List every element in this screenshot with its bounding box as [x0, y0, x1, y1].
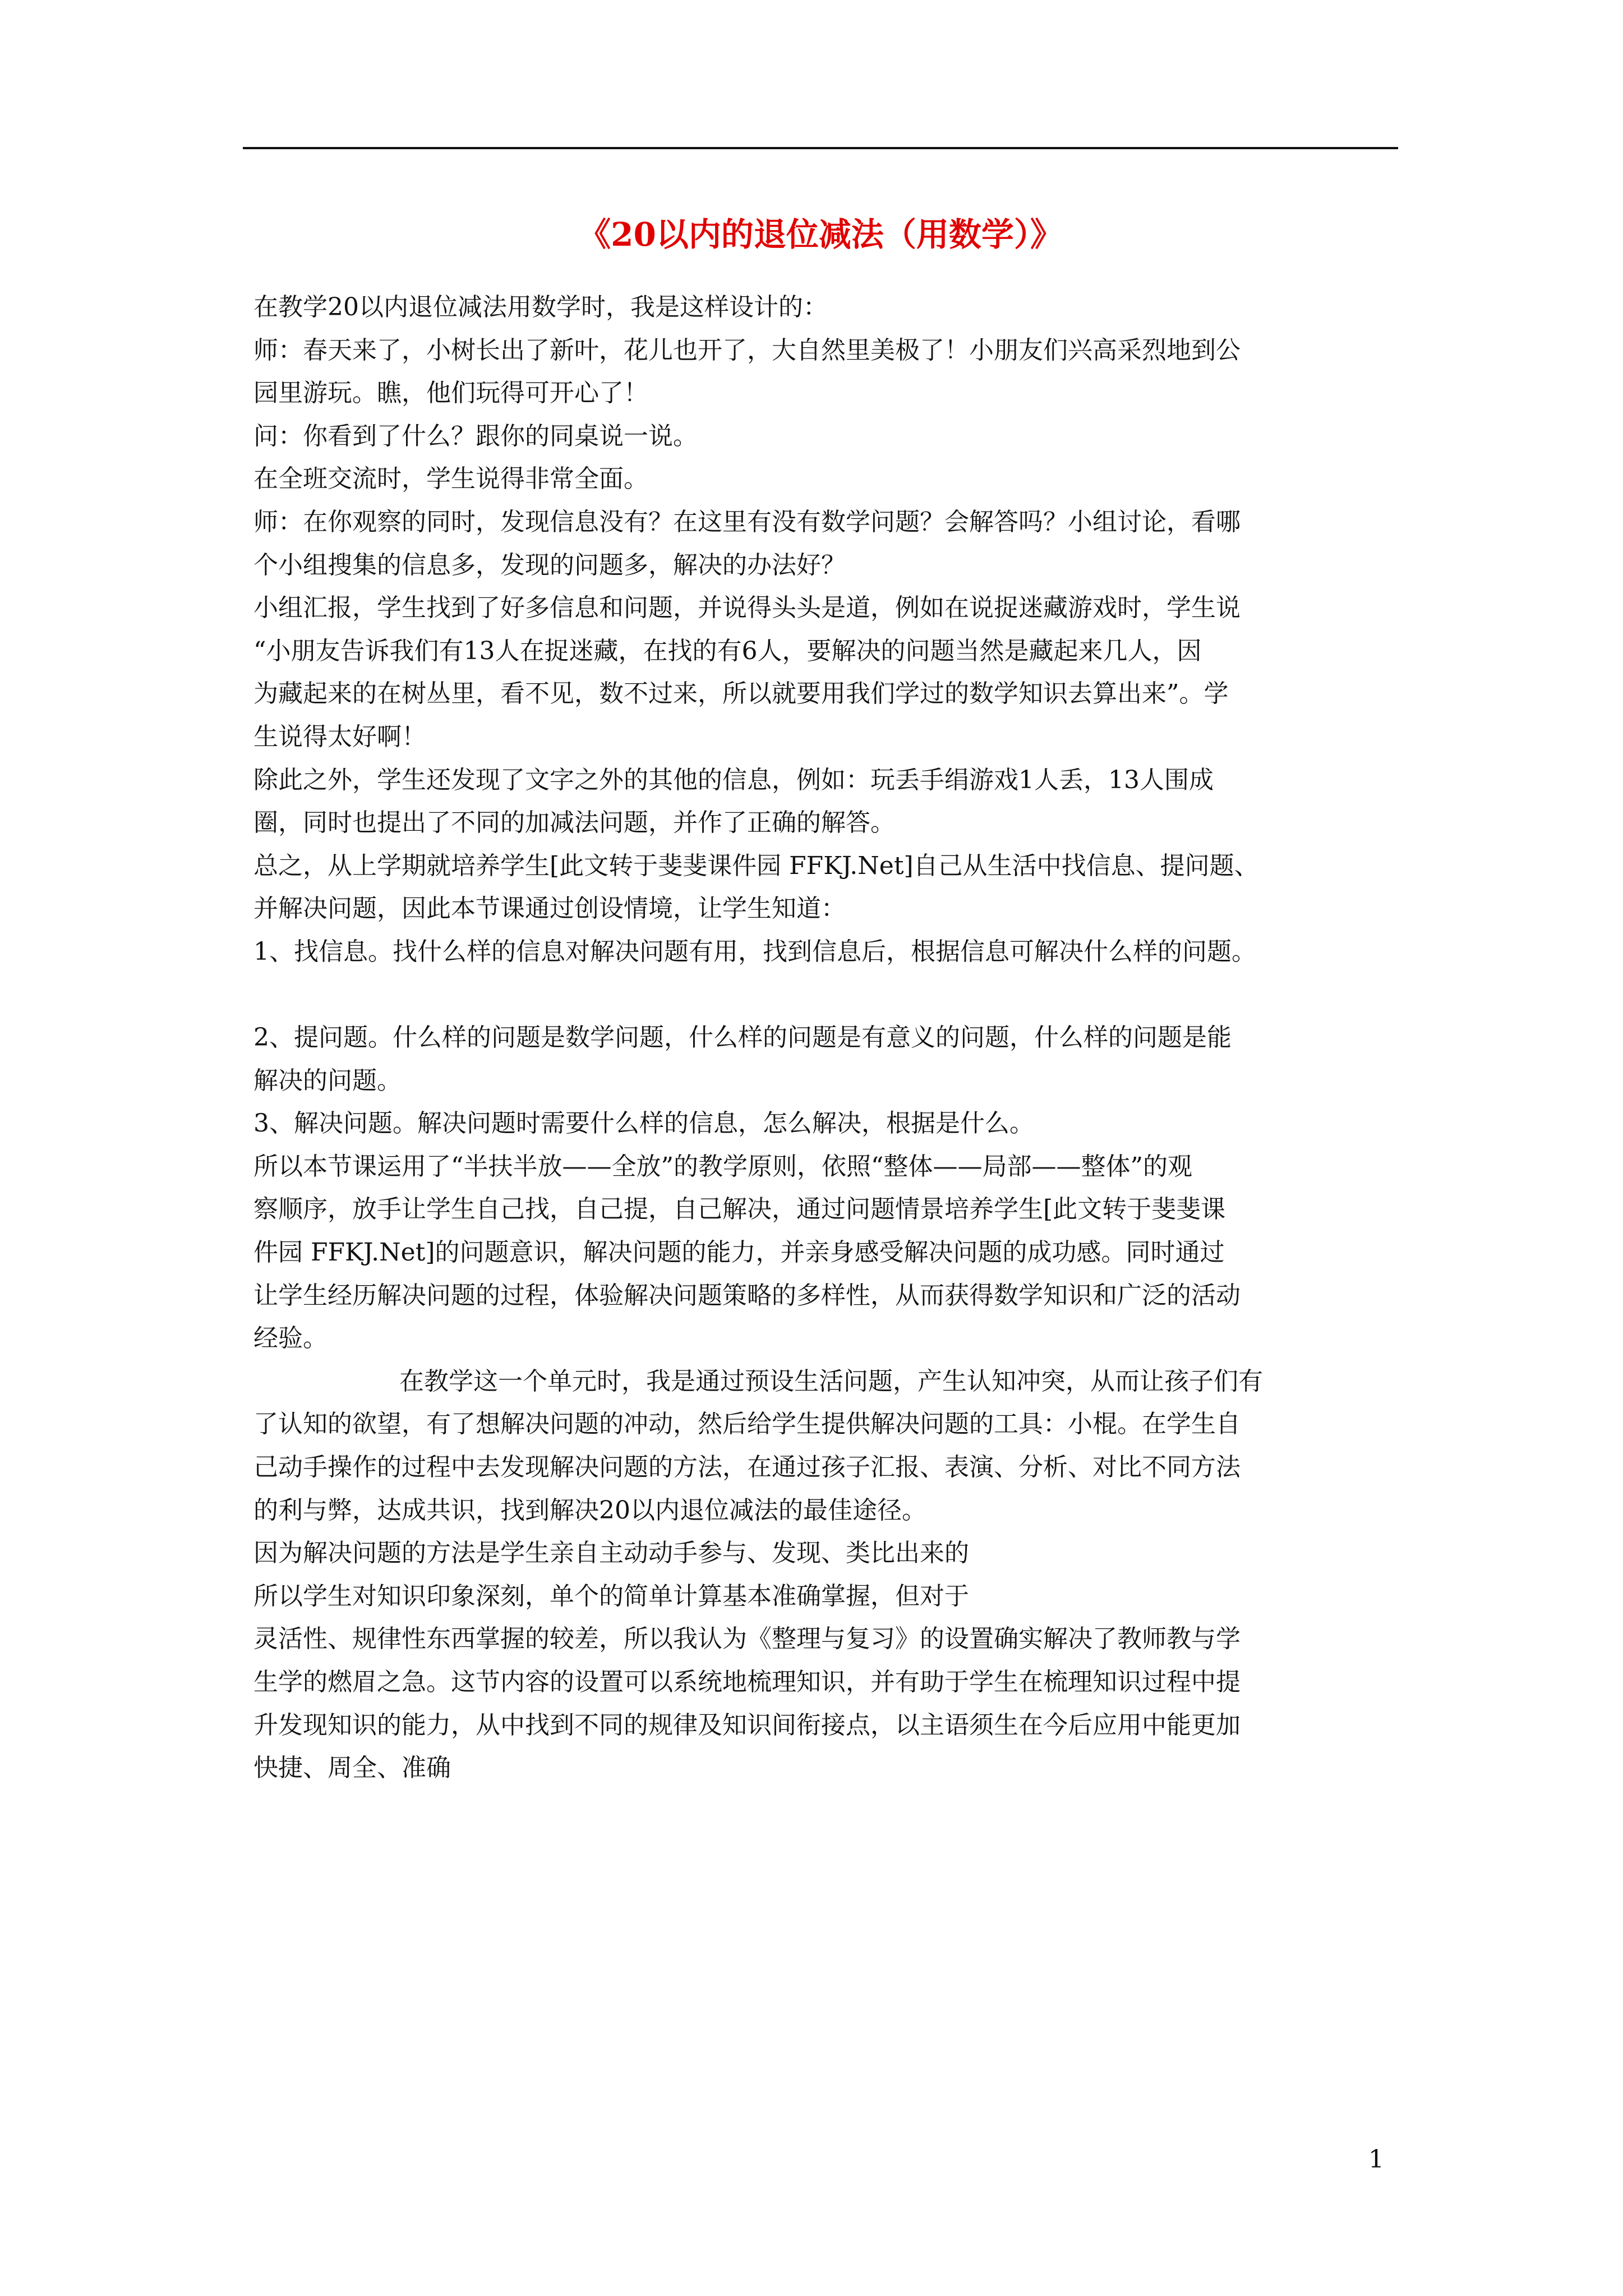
body-line: 所以学生对知识印象深刻，单个的简单计算基本准确掌握，但对于	[253, 1581, 969, 1611]
header-rule	[243, 147, 1398, 149]
body-line: 个小组搜集的信息多，发现的问题多，解决的办法好？	[253, 550, 846, 579]
body-line: 师：春天来了，小树长出了新叶，花儿也开了，大自然里美极了！小朋友们兴高采烈地到公	[253, 335, 1241, 365]
body-line: 生说得太好啊！	[253, 722, 426, 751]
body-line: 师：在你观察的同时，发现信息没有？在这里有没有数学问题？会解答吗？小组讨论，看哪	[253, 507, 1241, 536]
body-line: 察顺序，放手让学生自己找，自己提，自己解决，通过问题情景培养学生[此文转于斐斐课	[253, 1195, 1226, 1224]
body-line: 经验。	[253, 1324, 328, 1353]
body-line: 解决的问题。	[253, 1066, 402, 1095]
body-line: 3、解决问题。解决问题时需要什么样的信息，怎么解决，根据是什么。	[253, 1109, 1034, 1138]
body-line: 在教学20以内退位减法用数学时，我是这样设计的：	[253, 293, 828, 321]
body-line: 灵活性、规律性东西掌握的较差，所以我认为《整理与复习》的设置确实解决了教师教与学	[253, 1625, 1241, 1654]
body-line: 为藏起来的在树丛里，看不见，数不过来，所以就要用我们学过的数学知识去算出来”。学	[253, 679, 1229, 708]
body-line: 小组汇报，学生找到了好多信息和问题，并说得头头是道，例如在说捉迷藏游戏时，学生说	[253, 593, 1241, 623]
body-line: “小朋友告诉我们有13人在捉迷藏，在找的有6人，要解决的问题当然是藏起来几人，因	[253, 636, 1202, 665]
body-line: 圈，同时也提出了不同的加减法问题，并作了正确的解答。	[253, 808, 895, 838]
document-body	[253, 286, 1398, 1790]
body-line: 问：你看到了什么？跟你的同桌说一说。	[253, 421, 698, 450]
body-line: 1、找信息。找什么样的信息对解决问题有用，找到信息后，根据信息可解决什么样的问题。	[253, 937, 1256, 966]
page-number: 1	[1368, 2145, 1384, 2174]
document-title: 《20以内的退位减法（用数学）》	[578, 215, 1063, 254]
body-line: 除此之外，学生还发现了文字之外的其他的信息，例如：玩丢手绢游戏1人丢，13人围成	[253, 765, 1214, 794]
body-line: 因为解决问题的方法是学生亲自主动动手参与、发现、类比出来的	[253, 1539, 969, 1568]
body-line: 所以本节课运用了“半扶半放——全放”的教学原则，依照“整体——局部——整体”的观	[253, 1152, 1192, 1181]
indented-line	[253, 1360, 1398, 1404]
body-line: 2、提问题。什么样的问题是数学问题，什么样的问题是有意义的问题，什么样的问题是能	[253, 1023, 1232, 1052]
body-line-text: 在教学这一个单元时，我是通过预设生活问题，产生认知冲突，从而让孩子们有	[399, 1366, 1263, 1396]
body-line: 让学生经历解决问题的过程，体验解决问题策略的多样性，从而获得数学知识和广泛的活动	[253, 1281, 1241, 1310]
body-line: 总之，从上学期就培养学生[此文转于斐斐课件园 FFKJ.Net]自己从生活中找信息、提问题、	[253, 851, 1259, 880]
body-line: 升发现知识的能力，从中找到不同的规律及知识间衔接点，以主语须生在今后应用中能更加	[253, 1710, 1241, 1740]
body-line: 的利与弊，达成共识，找到解决20以内退位减法的最佳途径。	[253, 1496, 926, 1525]
blank-line	[253, 974, 1398, 1017]
body-line: 并解决问题，因此本节课通过创设情境，让学生知道：	[253, 894, 846, 923]
body-line: 己动手操作的过程中去发现解决问题的方法，在通过孩子汇报、表演、分析、对比不同方法	[253, 1453, 1241, 1482]
body-line: 园里游玩。瞧，他们玩得可开心了！	[253, 379, 648, 408]
body-line: 件园 FFKJ.Net]的问题意识，解决问题的能力，并亲身感受解决问题的成功感。同时通过	[253, 1238, 1225, 1267]
body-line: 了认知的欲望，有了想解决问题的冲动，然后给学生提供解决问题的工具：小棍。在学生自	[253, 1410, 1241, 1439]
body-line: 在全班交流时，学生说得非常全面。	[253, 464, 648, 494]
body-line: 快捷、周全、准确	[253, 1754, 451, 1783]
body-line: 生学的燃眉之急。这节内容的设置可以系统地梳理知识，并有助于学生在梳理知识过程中提	[253, 1668, 1241, 1696]
